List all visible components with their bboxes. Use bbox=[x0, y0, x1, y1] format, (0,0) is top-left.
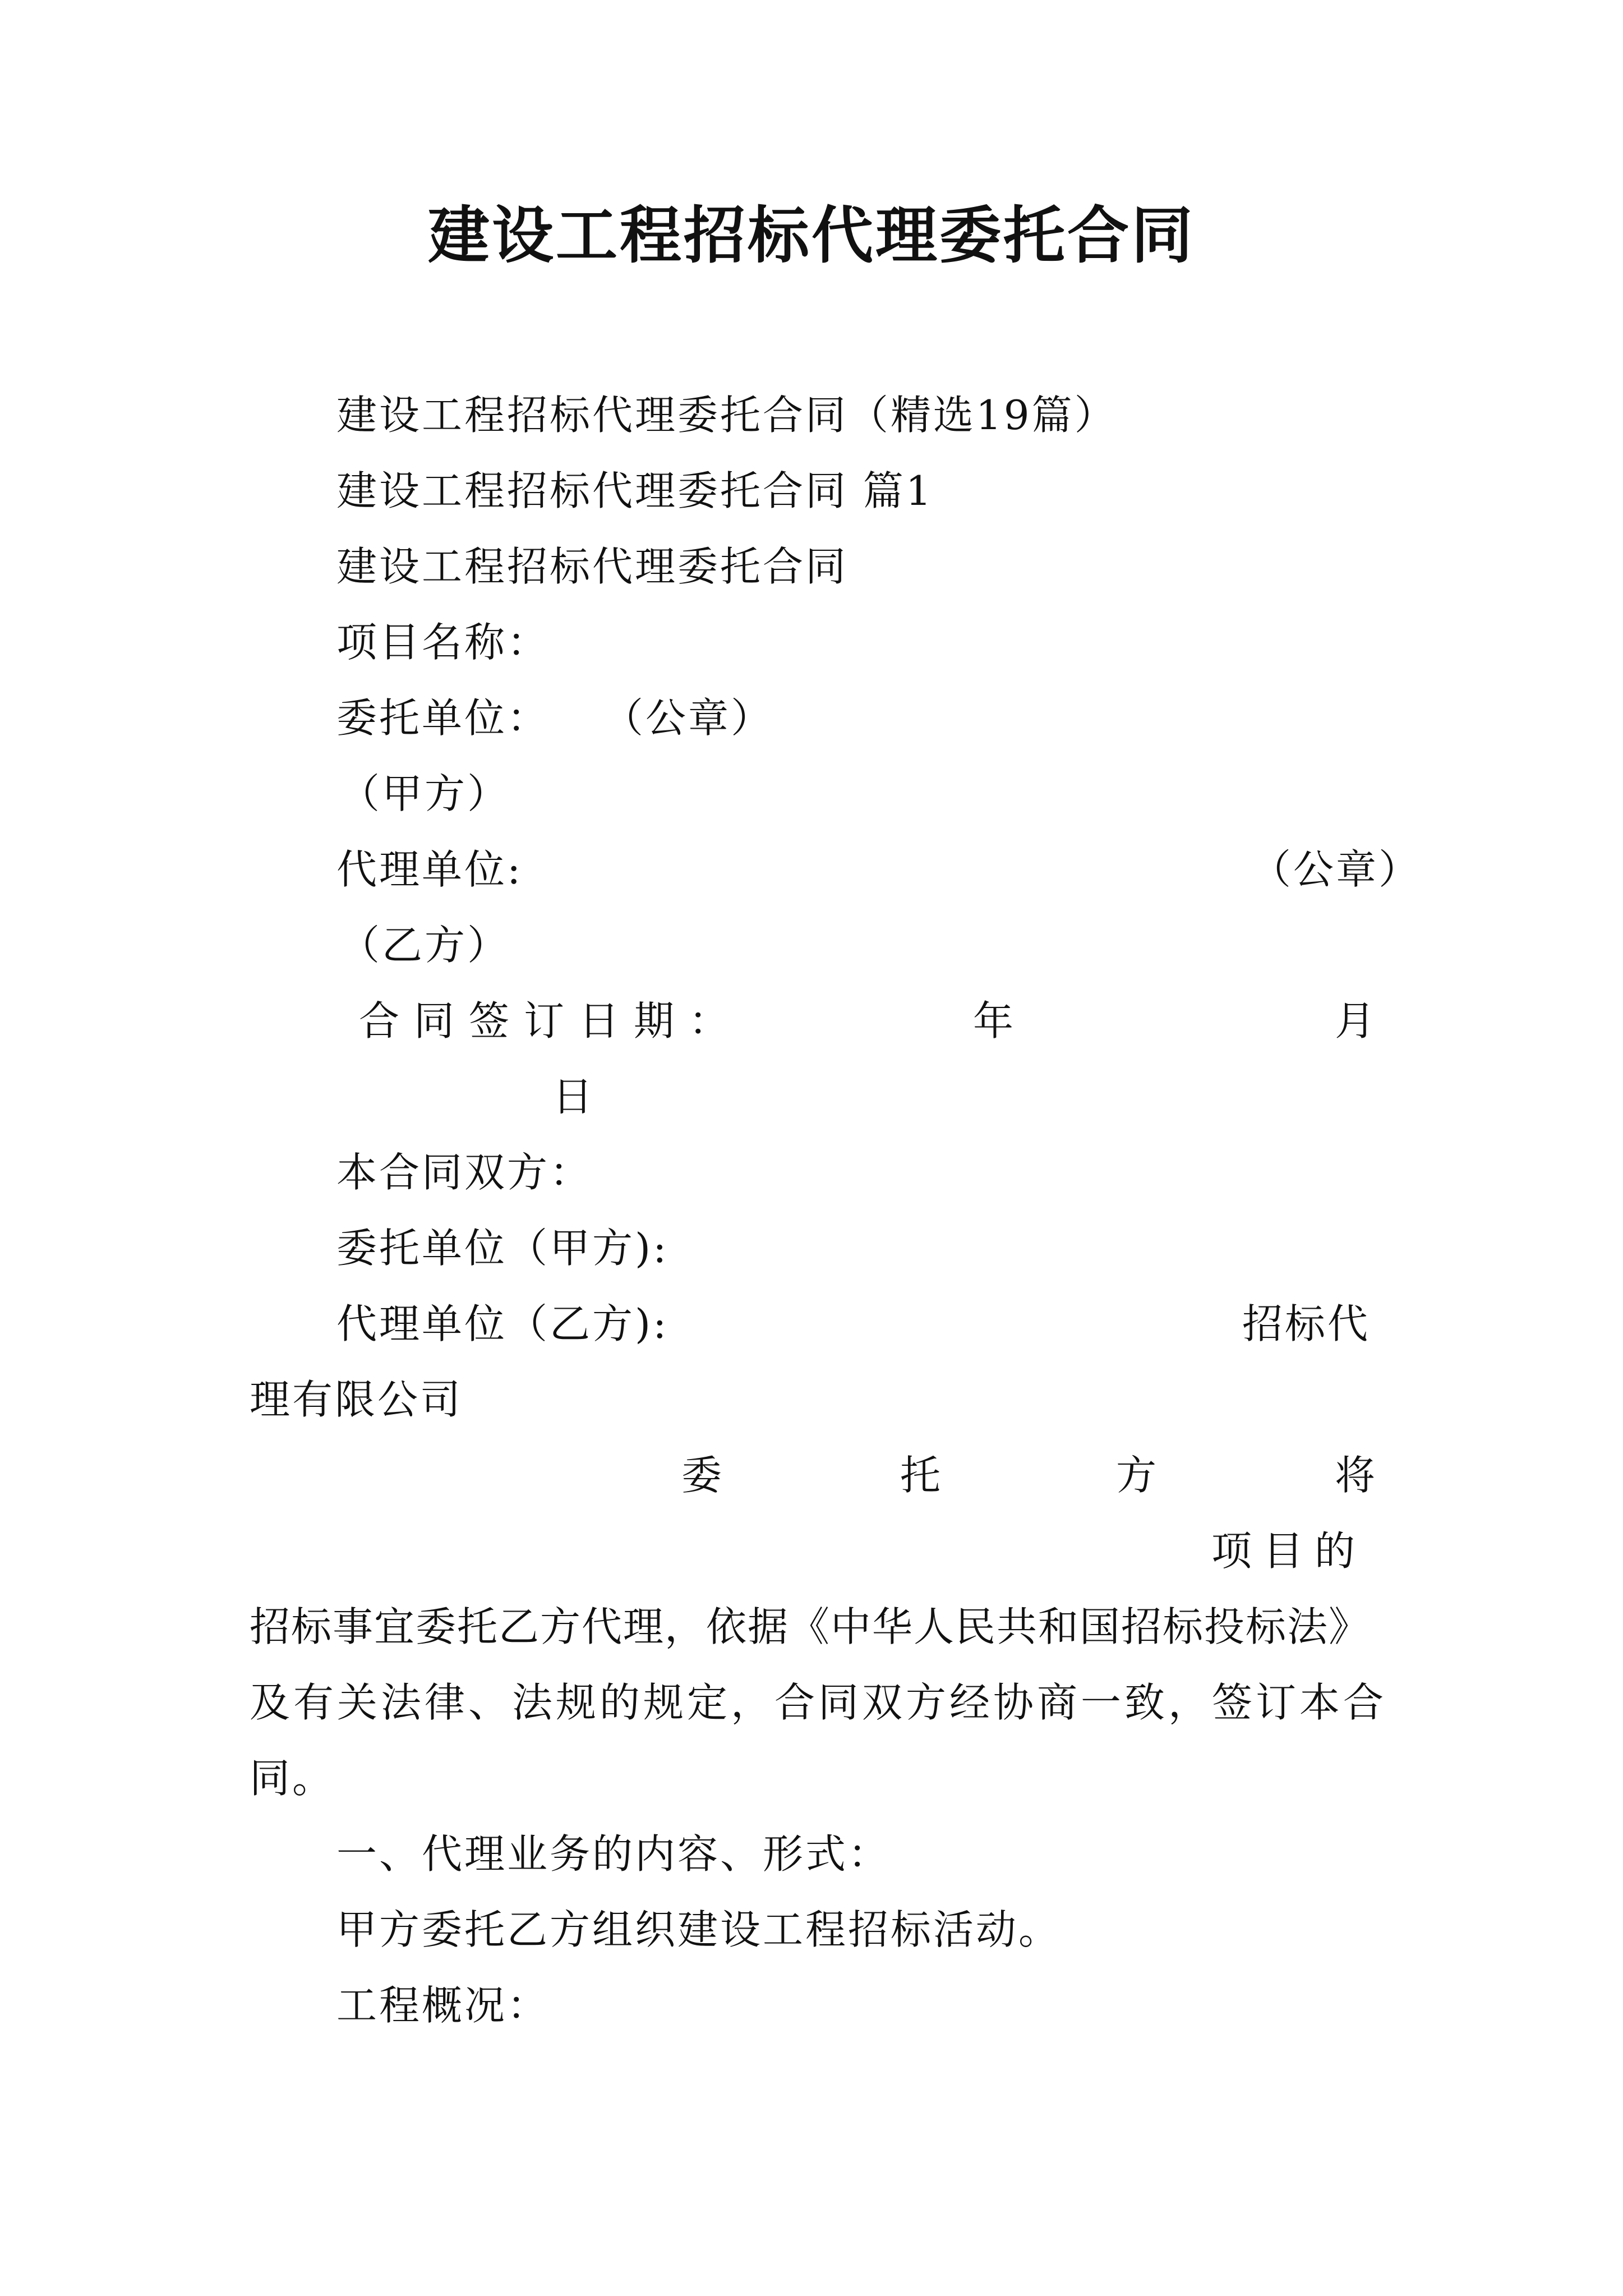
body-spaced-char-4: 将 bbox=[1335, 1452, 1378, 1499]
sign-date-day: 日 bbox=[552, 1073, 596, 1120]
agent-company-prefix: 招标代 bbox=[1242, 1300, 1371, 1347]
body-spaced-char-2: 托 bbox=[900, 1452, 943, 1499]
body-paragraph-line-2: 及有关法律、法规的规定，合同双方经协商一致，签订本合 bbox=[250, 1679, 1387, 1726]
client-label: 委托单位： bbox=[336, 694, 550, 742]
sign-date-year: 年 bbox=[973, 997, 1016, 1045]
parties-heading: 本合同双方： bbox=[336, 1149, 593, 1196]
section-one-text: 甲方委托乙方组织建设工程招标活动。 bbox=[336, 1906, 1062, 1953]
section-heading: 建设工程招标代理委托合同 篇1 bbox=[336, 467, 934, 514]
subtitle-line: 建设工程招标代理委托合同（精选19篇） bbox=[336, 392, 1117, 439]
project-overview-label: 工程概况： bbox=[336, 1982, 550, 2029]
agent-seal-label: （公章） bbox=[1251, 846, 1422, 893]
body-paragraph-line-3: 同。 bbox=[250, 1755, 335, 1802]
client-seal-label: （公章） bbox=[603, 694, 774, 742]
project-name-label: 项目名称： bbox=[336, 619, 550, 666]
client-party-a-line: 委托单位（甲方): bbox=[336, 1225, 669, 1272]
section-one-heading: 一、代理业务的内容、形式： bbox=[336, 1830, 891, 1878]
body-spaced-char-1: 委 bbox=[681, 1452, 725, 1499]
agent-label: 代理单位: bbox=[336, 846, 523, 893]
body-spaced-char-3: 方 bbox=[1116, 1452, 1159, 1499]
contract-name-line: 建设工程招标代理委托合同 bbox=[336, 543, 849, 590]
sign-date-label: 合同签订日期： bbox=[359, 997, 744, 1045]
agent-company-suffix: 理有限公司 bbox=[250, 1376, 463, 1423]
agent-party-b-line: 代理单位（乙方): bbox=[336, 1300, 669, 1347]
sign-date-month: 月 bbox=[1335, 997, 1378, 1045]
body-project-of: 项目的 bbox=[1211, 1527, 1367, 1575]
document-title: 建设工程招标代理委托合同 bbox=[428, 199, 1195, 272]
party-a-label: （甲方） bbox=[339, 770, 510, 817]
party-b-label: （乙方） bbox=[339, 922, 510, 969]
body-paragraph-line-1: 招标事宜委托乙方代理，依据《中华人民共和国招标投标法》 bbox=[250, 1603, 1371, 1650]
